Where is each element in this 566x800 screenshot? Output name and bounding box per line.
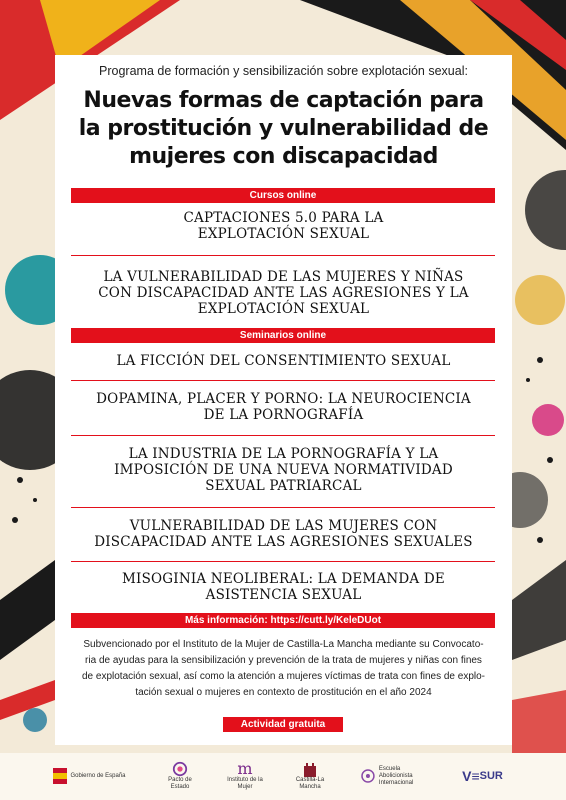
escuela-line: Escuela Abolicionista <box>378 765 413 779</box>
vsur-label: SUR <box>479 769 503 782</box>
title-line: mujeres con discapacidad <box>129 144 438 169</box>
pacto-label: Pacto de Estado <box>168 777 192 790</box>
seminar-line: IMPOSICIÓN DE UNA NUEVA NORMATIVIDAD <box>114 462 453 478</box>
pacto-circle-icon <box>171 761 189 777</box>
course-line: CAPTACIONES 5.0 PARA LA <box>183 210 384 226</box>
seminar-item <box>65 353 502 369</box>
title-line: la prostitución y vulnerabilidad de <box>78 116 489 141</box>
funding-line: tación sexual o mujeres en contexto de prostitución en el año 2024 <box>135 687 432 698</box>
seminar-line: DOPAMINA, PLACER Y PORNO: LA NEUROCIENCIA <box>96 391 471 407</box>
castle-icon <box>303 761 317 777</box>
course-item <box>65 269 502 317</box>
seminar-item <box>65 391 502 423</box>
program-subtitle: Programa de formación y sensibilización sobre explotación sexual: <box>99 64 468 78</box>
free-activity-badge: Actividad gratuita <box>223 717 343 732</box>
seminar-item <box>65 518 502 550</box>
seminar-item <box>65 571 502 603</box>
seminar-line: DE LA PORNOGRAFÍA <box>203 407 364 423</box>
seminar-line: VULNERABILIDAD DE LAS MUJERES CON <box>129 518 438 534</box>
escuela-label <box>379 766 435 787</box>
divider <box>71 435 495 436</box>
ministry-logo <box>52 761 127 791</box>
flower-icon <box>360 768 376 784</box>
divider <box>71 561 495 562</box>
divider <box>71 255 495 256</box>
seminar-line: MISOGINIA NEOLIBERAL: LA DEMANDA DE <box>122 571 445 587</box>
funding-line: Subvencionado por el Instituto de la Mujer de Castilla-La Mancha mediante su Convocato- <box>83 639 484 650</box>
more-info-link[interactable]: Más información: https://cutt.ly/KeleDUot <box>71 613 495 628</box>
clm-logo <box>290 761 330 791</box>
vsur-logo <box>455 761 510 791</box>
info-card <box>55 55 512 745</box>
course-line: EXPLOTACIÓN SEXUAL <box>197 301 370 317</box>
sponsor-logos <box>0 753 566 800</box>
seminar-line: LA FICCIÓN DEL CONSENTIMIENTO SEXUAL <box>116 353 451 369</box>
coat-of-arms-icon <box>53 768 67 784</box>
seminar-line: LA INDUSTRIA DE LA PORNOGRAFÍA Y LA <box>128 446 439 462</box>
courses-heading: Cursos online <box>71 188 495 203</box>
instituto-mark-icon: m <box>237 759 253 778</box>
course-item <box>65 210 502 242</box>
pacto-logo <box>160 761 200 791</box>
escuela-logo <box>360 761 435 791</box>
page-title <box>55 87 512 171</box>
title-line: Nuevas formas de captación para <box>83 88 484 113</box>
divider <box>71 380 495 381</box>
course-line: LA VULNERABILIDAD DE LAS MUJERES Y NIÑAS <box>103 269 464 285</box>
seminar-line: DISCAPACIDAD ANTE LAS AGRESIONES SEXUALES <box>94 534 473 550</box>
course-line: CON DISCAPACIDAD ANTE LAS AGRESIONES Y LA <box>98 285 469 301</box>
seminar-line: ASISTENCIA SEXUAL <box>205 587 362 603</box>
seminar-line: SEXUAL PATRIARCAL <box>205 478 362 494</box>
instituto-label: Instituto de la Mujer <box>227 777 263 790</box>
funding-note <box>61 637 506 701</box>
funding-line: ria de ayudas para la sensibilización y prevención de la trata de mujeres y niñas con fines <box>85 655 482 666</box>
seminars-heading: Seminarios online <box>71 328 495 343</box>
ministry-label: Gobierno de España <box>70 772 126 779</box>
clm-label: Castilla-La Mancha <box>295 777 325 790</box>
v-mark-icon: V≡ <box>462 767 480 784</box>
instituto-logo <box>225 761 265 791</box>
divider <box>71 507 495 508</box>
escuela-line: Internacional <box>378 779 414 786</box>
course-line: EXPLOTACIÓN SEXUAL <box>197 226 370 242</box>
seminar-item <box>65 446 502 494</box>
funding-line: de explotación sexual, así como la atención a mujeres víctimas de trata con fines de explo- <box>82 671 485 682</box>
